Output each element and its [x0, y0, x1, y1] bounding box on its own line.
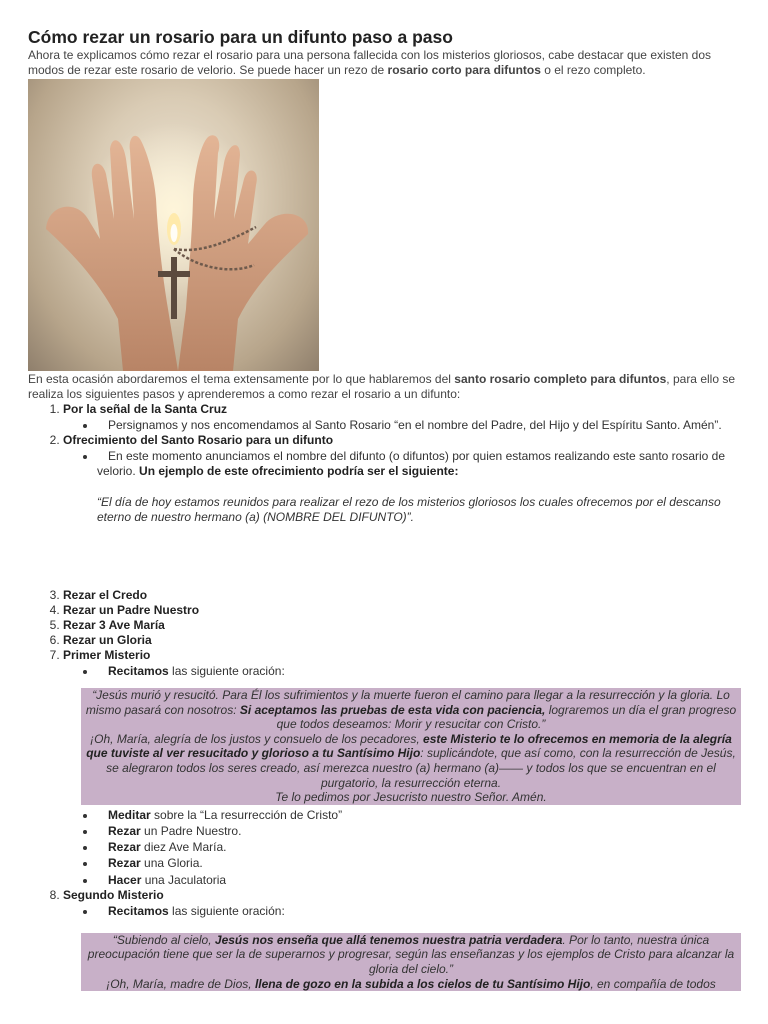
step-8: [63, 888, 744, 991]
steps-list: [28, 402, 744, 991]
step-8-bullets: [63, 904, 744, 919]
prayer-2-p1-after: . Por lo tanto, nuestra única preocupación tiene que ser la de superarnos y progresar, según las enseñanzas y los ejemplos de Cristo para alcanzar la gloria del cielo.”: [87, 932, 735, 976]
action-item: [97, 855, 744, 871]
prayer-1-p1-after: lograremos un día el gran progreso que todos deseamos: Morir y resucitar con Cristo.”: [276, 702, 737, 732]
second-mystery-prayer-box: [81, 933, 741, 991]
step-7-recite-rest: las siguiente oración:: [168, 664, 285, 678]
offering-example-quote: “El día de hoy estamos reunidos para realizar el rezo de los misterios gloriosos los cuales ofrecemos por el descanso eterno de nuestro hermano (a) (NOMBRE DEL DIFUNTO)”.: [97, 495, 721, 524]
step-1-bullets: [63, 418, 744, 433]
prayer-1-p1: “Jesús murió y resucitó. Para Él los sufrimientos y la muerte fueron el camino para llegar a la resurrección y la gloria. Lo mismo pasará con nosotros:: [85, 688, 730, 717]
prayer-1-p2-after: : suplicándote, que así como, con la resurrección de Jesús, se alegraron todos los seres creado, así merezca nuestro (a) hermano (a)—— y todos los que se encuentran en el purgatorio, la resurrección eterna.: [106, 746, 736, 790]
step-8-recite: [97, 904, 744, 919]
action-verb: Rezar: [108, 840, 141, 855]
page-title: Cómo rezar un rosario para un difunto paso a paso: [28, 27, 453, 47]
step-7-bullets: [63, 664, 744, 679]
action-item: [97, 807, 744, 823]
step-7: [63, 648, 744, 888]
step-2-bullets: [63, 449, 744, 525]
spacer: [63, 525, 744, 588]
step-2-title: Ofrecimiento del Santo Rosario para un difunto: [63, 433, 334, 447]
prayer-2-p2-after: , en compañía de todos: [590, 976, 716, 991]
step-2: [63, 433, 744, 588]
occasion-text-end: , para ello se realiza los siguientes pasos y aprenderemos a como rezar el rosario a un difunto:: [28, 372, 736, 401]
occasion-text: En esta ocasión abordaremos el tema extensamente por lo que hablaremos del: [28, 372, 455, 386]
action-rest: diez Ave María.: [140, 840, 227, 855]
action-verb: Meditar: [108, 807, 151, 822]
action-rest: un Padre Nuestro.: [140, 823, 242, 838]
step-6-title: Rezar un Gloria: [63, 633, 152, 647]
prayer-1-p1-bold: Si aceptamos las pruebas de esta vida con paciencia,: [239, 702, 546, 717]
intro-text-end: o el rezo completo.: [540, 62, 646, 77]
first-mystery-actions: [63, 807, 744, 888]
prayer-1-paragraph-3: Te lo pedimos por Jesucristo nuestro Señor. Amén.: [275, 790, 547, 805]
action-rest: sobre la “La resurrección de Cristo”: [150, 807, 343, 822]
prayer-1-p2-bold: este Misterio te lo ofrecemos en memoria de la alegría que tuviste al ver resucitado y glorioso a tu Santísimo Hijo: [86, 731, 732, 761]
step-8-title: Segundo Misterio: [63, 887, 164, 902]
step-1: [63, 402, 744, 433]
prayer-1-p2: ¡Oh, María, alegría de los justos y consuelo de los pecadores,: [90, 731, 424, 746]
prayer-2-p1-bold: Jesús nos enseña que allá tenemos nuestra patria verdadera: [214, 932, 563, 947]
intro-text: Ahora te explicamos cómo rezar el rosario para una persona fallecida con los misterios gloriosos, cabe destacar que existen dos modos de rezar este rosario de velorio. Se puede hacer un rezo de: [28, 48, 712, 77]
action-item: [97, 839, 744, 855]
step-4-title: Rezar un Padre Nuestro: [63, 603, 200, 617]
intro-paragraph: [28, 48, 744, 77]
action-item: [97, 823, 744, 839]
step-5: [63, 618, 744, 633]
article: [28, 26, 744, 993]
step-7-recite-bold: Recitamos: [108, 664, 169, 678]
action-verb: Rezar: [108, 823, 141, 838]
step-7-title: Primer Misterio: [63, 648, 151, 662]
first-mystery-prayer-box: [81, 688, 741, 805]
occasion-bold: santo rosario completo para difuntos: [454, 372, 667, 386]
step-3: [63, 588, 744, 603]
prayer-2-p1: “Subiendo al cielo,: [112, 932, 215, 947]
step-2-bullet-text: En este momento anunciamos el nombre del difunto (o difuntos) por quien estamos realizando este santo rosario de velorio.: [97, 449, 726, 478]
action-verb: Hacer: [108, 872, 142, 887]
prayer-2-p2-bold: llena de gozo en la subida a los cielos de tu Santísimo Hijo: [254, 976, 591, 991]
prayer-1-paragraph-1: [81, 688, 741, 732]
prayer-2-paragraph-1: [81, 933, 741, 977]
occasion-paragraph: [28, 372, 744, 401]
action-rest: una Jaculatoria: [141, 872, 227, 887]
step-6: [63, 633, 744, 648]
step-8-recite-bold: Recitamos: [108, 903, 169, 918]
prayer-1-paragraph-2: [81, 732, 741, 790]
step-7-recite: [97, 664, 744, 679]
prayer-2-p2: ¡Oh, María, madre de Dios,: [106, 976, 255, 991]
prayer-2-paragraph-2: [81, 977, 741, 992]
step-1-bullet-text: Persignamos y nos encomendamos al Santo Rosario “en el nombre del Padre, del Hijo y del Espíritu Santo. Amén”.: [108, 418, 722, 432]
praying-hands-rosary-image: [28, 79, 319, 371]
step-5-title: Rezar 3 Ave María: [63, 618, 165, 632]
step-8-recite-rest: las siguiente oración:: [168, 903, 285, 918]
step-1-title: Por la señal de la Santa Cruz: [63, 402, 228, 416]
step-3-title: Rezar el Credo: [63, 588, 148, 602]
step-1-bullet: [97, 418, 744, 433]
step-2-bullet-bold: Un ejemplo de este ofrecimiento podría ser el siguiente:: [139, 464, 459, 478]
action-verb: Rezar: [108, 856, 141, 871]
step-4: [63, 603, 744, 618]
action-rest: una Gloria.: [140, 856, 203, 871]
intro-link-rosario-corto: rosario corto para difuntos: [387, 62, 541, 77]
action-item: [97, 872, 744, 888]
praying-hands-rosary-icon: [28, 79, 319, 371]
step-2-bullet: [97, 449, 744, 525]
